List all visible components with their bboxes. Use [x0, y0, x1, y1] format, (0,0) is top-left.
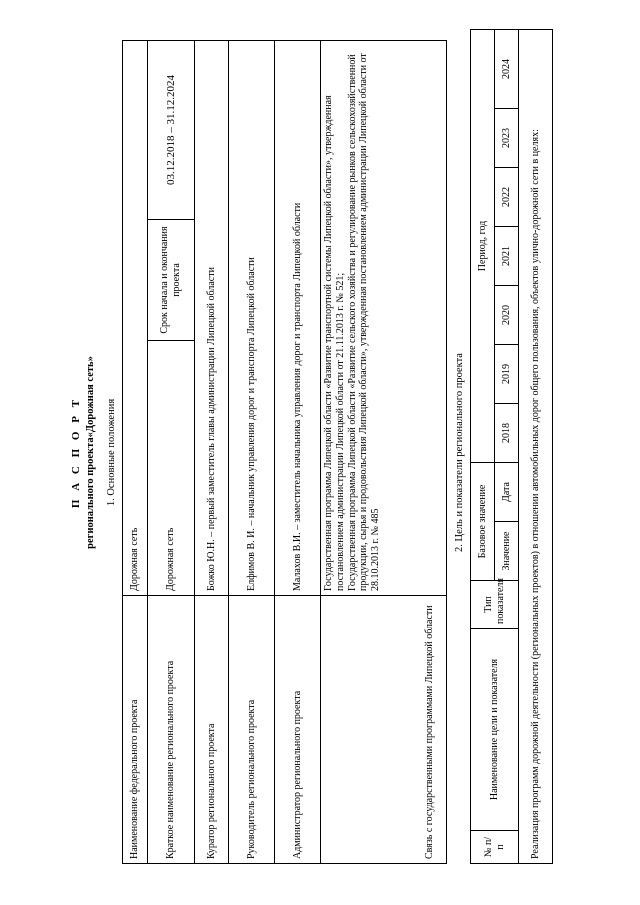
term-value: 03.12.2018 – 31.12.2024	[164, 75, 177, 185]
program-link-1: Государственная программа Липецкой области «Развитие транспортной системы Липецкой области», утвержденная постановлением администрации Липецкой области от 21.11.2013 г. № 521;	[323, 95, 346, 591]
row-label: Наименование федерального проекта	[123, 596, 148, 864]
year-header: 2023	[495, 109, 519, 168]
row-label: Связь с государственными программами Липецкой области	[321, 596, 447, 864]
section2-heading: 2. Цель и показатели регионального проекта	[454, 353, 465, 552]
goal-text: Реализация программ дорожной деятельности (региональных проектов) в отношении автомобильных дорог общего пользования, объектов улично-дорожной сети в целях:	[519, 29, 553, 863]
year-header: 2020	[495, 286, 519, 345]
main-provisions-table	[122, 40, 447, 864]
table-row	[148, 41, 195, 864]
row-value: Малахов В.И. – заместитель начальника управления дорог и транспорта Липецкой области	[275, 41, 321, 596]
col-header-base-date: Дата	[495, 463, 519, 522]
row-value: Божко Ю.Н. – первый заместитель главы администрации Липецкой области	[195, 41, 229, 596]
year-header: 2022	[495, 168, 519, 227]
table-row	[519, 29, 553, 863]
project-term-subtable	[148, 41, 194, 340]
document-title: П А С П О Р Т	[70, 396, 82, 509]
year-header: 2019	[495, 345, 519, 404]
col-header-base: Базовое значение	[471, 463, 495, 581]
row-label: Руководитель регионального проекта	[229, 596, 275, 864]
col-header-name: Наименование цели и показателя	[471, 629, 519, 831]
year-header: 2024	[495, 29, 519, 108]
year-header: 2021	[495, 227, 519, 286]
row-label: Куратор регионального проекта	[195, 596, 229, 864]
row-value: Дорожная сеть	[148, 341, 195, 596]
table-row	[195, 41, 229, 864]
program-link-2: Государственная программа Липецкой области «Развитие сельского хозяйства и регулирование рынков сельскохозяйственной продукции, сырья и продовольствия Липецкой области», утвержденная постановлением администрации Липецкой области от 28.10.2013 г. № 485	[346, 53, 382, 591]
section1-heading: 1. Основные положения	[106, 398, 117, 507]
row-label: Администратор регионального проекта	[275, 596, 321, 864]
col-header-period: Период, год	[471, 29, 495, 462]
goals-indicators-table	[470, 29, 553, 864]
col-header-num: № п/п	[471, 831, 519, 864]
row-value: Дорожная сеть	[123, 41, 148, 596]
year-header: 2018	[495, 404, 519, 463]
table-row	[229, 41, 275, 864]
table-row	[321, 41, 447, 864]
table-row	[275, 41, 321, 864]
row-value: Елфимов В. И. – начальник управления дорог и транспорта Липецкой области	[229, 41, 275, 596]
col-header-base-value: Значение	[495, 522, 519, 581]
document-subtitle: регионального проекта«Дорожная сеть»	[85, 356, 96, 549]
table-row	[123, 41, 148, 864]
row-label: Краткое наименование регионального проекта	[148, 596, 195, 864]
table-header-row	[471, 29, 495, 863]
col-header-type: Тип показателя	[471, 581, 519, 629]
term-label: Срок начала и окончания проекта	[148, 220, 194, 341]
